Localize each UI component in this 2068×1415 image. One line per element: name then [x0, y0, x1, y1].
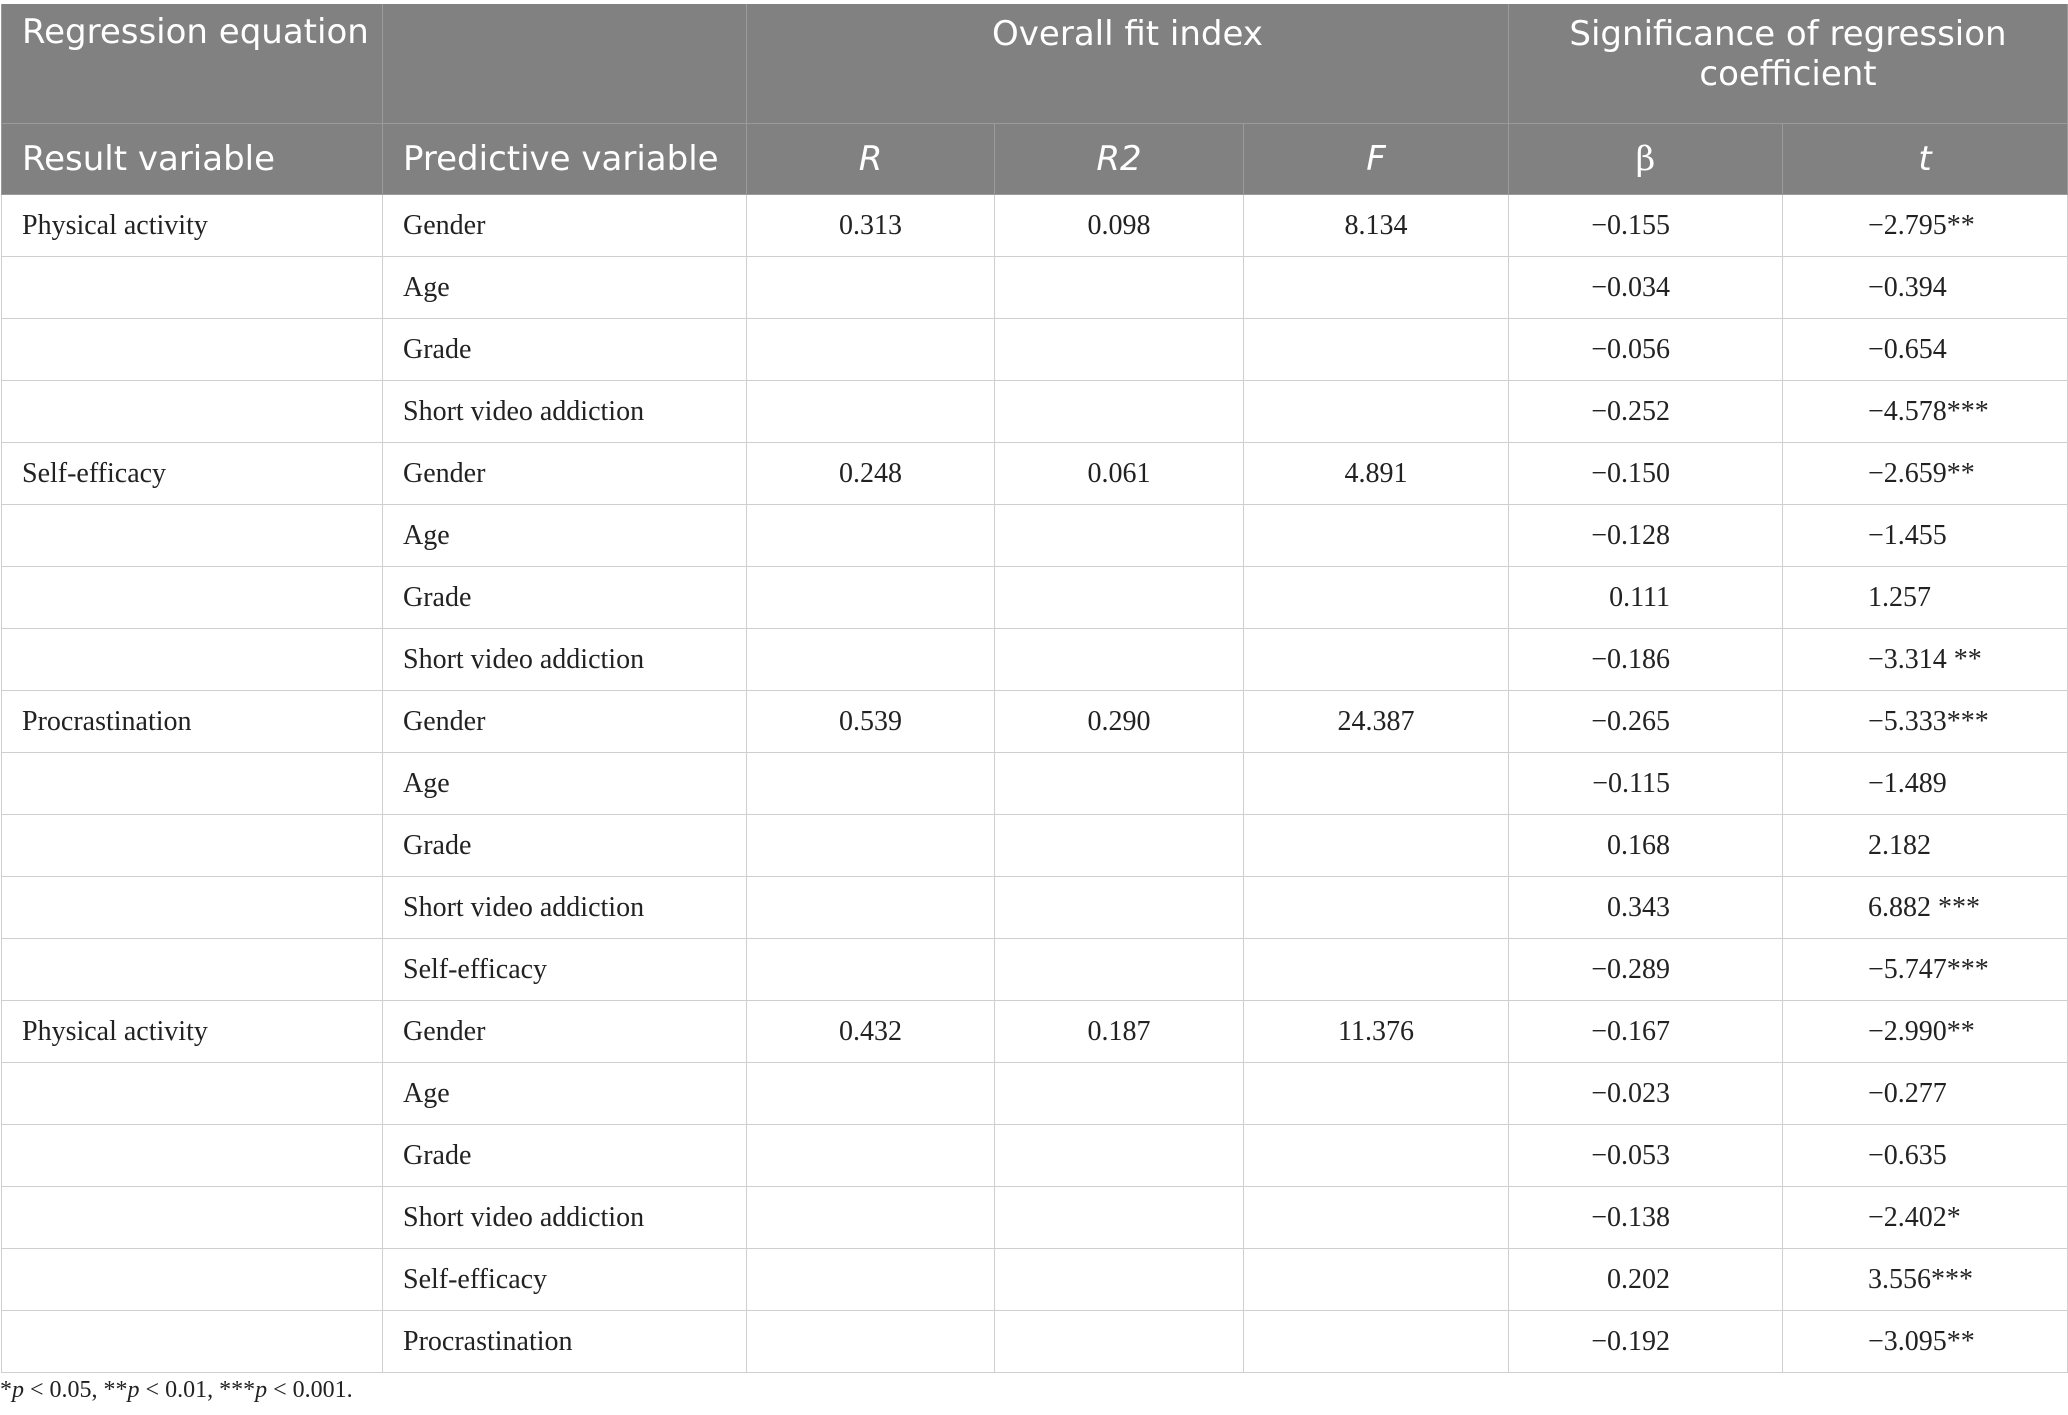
result-variable-cell [2, 877, 383, 939]
t-cell: 2.182 [1783, 815, 2068, 877]
f-cell: 8.134 [1244, 195, 1509, 257]
predictive-variable-cell: Age [383, 257, 747, 319]
beta-cell: 0.111 [1509, 567, 1783, 629]
predictive-variable-cell: Grade [383, 815, 747, 877]
predictive-variable-cell: Gender [383, 443, 747, 505]
r2-cell [995, 1311, 1244, 1373]
f-cell: 24.387 [1244, 691, 1509, 753]
f-cell [1244, 1249, 1509, 1311]
f-cell [1244, 257, 1509, 319]
result-variable-cell: Physical activity [2, 1001, 383, 1063]
f-cell [1244, 381, 1509, 443]
predictive-variable-cell: Short video addiction [383, 1187, 747, 1249]
result-variable-cell [2, 381, 383, 443]
header-regression-equation: Regression equation [2, 4, 383, 124]
r-cell [747, 939, 995, 1001]
beta-cell: −0.128 [1509, 505, 1783, 567]
header-predictive-variable: Predictive variable [383, 124, 747, 195]
beta-cell: 0.343 [1509, 877, 1783, 939]
header-t: t [1783, 124, 2068, 195]
f-cell [1244, 1125, 1509, 1187]
r-cell [747, 1187, 995, 1249]
r2-cell: 0.098 [995, 195, 1244, 257]
result-variable-cell [2, 567, 383, 629]
header-row-group [2, 4, 2068, 124]
predictive-variable-cell: Short video addiction [383, 629, 747, 691]
t-cell: −0.635 [1783, 1125, 2068, 1187]
table-row [2, 319, 2068, 381]
r-cell: 0.539 [747, 691, 995, 753]
t-cell: −1.489 [1783, 753, 2068, 815]
r-cell [747, 567, 995, 629]
table-row [2, 505, 2068, 567]
footnote-p: p [127, 1377, 140, 1403]
result-variable-cell: Physical activity [2, 195, 383, 257]
table-row [2, 1187, 2068, 1249]
r2-cell [995, 1187, 1244, 1249]
result-variable-cell [2, 1311, 383, 1373]
table-body [2, 195, 2068, 1373]
r2-cell [995, 815, 1244, 877]
footnote-star: * [0, 1377, 12, 1403]
r2-cell [995, 381, 1244, 443]
beta-cell: −0.053 [1509, 1125, 1783, 1187]
f-cell: 4.891 [1244, 443, 1509, 505]
r-cell [747, 1063, 995, 1125]
r2-cell [995, 319, 1244, 381]
regression-table [1, 4, 2068, 1373]
predictive-variable-cell: Procrastination [383, 1311, 747, 1373]
t-cell: −5.333*** [1783, 691, 2068, 753]
table-row [2, 443, 2068, 505]
header-r2: R2 [995, 124, 1244, 195]
result-variable-cell [2, 629, 383, 691]
table-row [2, 195, 2068, 257]
beta-cell: −0.023 [1509, 1063, 1783, 1125]
header-row-columns [2, 124, 2068, 195]
f-cell [1244, 629, 1509, 691]
t-cell: −2.990** [1783, 1001, 2068, 1063]
beta-cell: −0.289 [1509, 939, 1783, 1001]
beta-cell: −0.150 [1509, 443, 1783, 505]
t-cell: −0.654 [1783, 319, 2068, 381]
result-variable-cell [2, 1063, 383, 1125]
r2-cell [995, 877, 1244, 939]
table-row [2, 257, 2068, 319]
regression-table-container [1, 4, 2067, 1373]
predictive-variable-cell: Gender [383, 1001, 747, 1063]
f-cell [1244, 877, 1509, 939]
table-row [2, 1311, 2068, 1373]
beta-cell: 0.168 [1509, 815, 1783, 877]
r-cell [747, 505, 995, 567]
predictive-variable-cell: Self-efficacy [383, 939, 747, 1001]
f-cell [1244, 939, 1509, 1001]
footnote-p: p [255, 1377, 268, 1403]
r-cell [747, 753, 995, 815]
predictive-variable-cell: Age [383, 1063, 747, 1125]
r2-cell [995, 753, 1244, 815]
table-row [2, 1063, 2068, 1125]
r2-cell: 0.290 [995, 691, 1244, 753]
r2-cell [995, 1063, 1244, 1125]
beta-cell: −0.252 [1509, 381, 1783, 443]
table-row [2, 877, 2068, 939]
result-variable-cell [2, 939, 383, 1001]
r-cell [747, 319, 995, 381]
predictive-variable-cell: Grade [383, 319, 747, 381]
beta-cell: −0.167 [1509, 1001, 1783, 1063]
r-cell: 0.432 [747, 1001, 995, 1063]
predictive-variable-cell: Gender [383, 691, 747, 753]
result-variable-cell [2, 815, 383, 877]
f-cell [1244, 1187, 1509, 1249]
predictive-variable-cell: Self-efficacy [383, 1249, 747, 1311]
table-row [2, 815, 2068, 877]
r2-cell [995, 1125, 1244, 1187]
r-cell [747, 815, 995, 877]
table-row [2, 629, 2068, 691]
r2-cell: 0.187 [995, 1001, 1244, 1063]
result-variable-cell [2, 257, 383, 319]
beta-cell: −0.186 [1509, 629, 1783, 691]
t-cell: −2.402* [1783, 1187, 2068, 1249]
beta-cell: 0.202 [1509, 1249, 1783, 1311]
result-variable-cell [2, 1249, 383, 1311]
r2-cell: 0.061 [995, 443, 1244, 505]
predictive-variable-cell: Short video addiction [383, 877, 747, 939]
r2-cell [995, 1249, 1244, 1311]
table-row [2, 1249, 2068, 1311]
t-cell: −0.394 [1783, 257, 2068, 319]
r2-cell [995, 505, 1244, 567]
r2-cell [995, 939, 1244, 1001]
table-row [2, 939, 2068, 1001]
t-cell: −1.455 [1783, 505, 2068, 567]
t-cell: 3.556*** [1783, 1249, 2068, 1311]
t-cell: 1.257 [1783, 567, 2068, 629]
result-variable-cell [2, 753, 383, 815]
beta-cell: −0.155 [1509, 195, 1783, 257]
r-cell: 0.313 [747, 195, 995, 257]
footnote-text: < 0.05, ** [24, 1377, 128, 1403]
result-variable-cell [2, 1187, 383, 1249]
table-row [2, 691, 2068, 753]
table-row [2, 1001, 2068, 1063]
r-cell [747, 381, 995, 443]
f-cell [1244, 753, 1509, 815]
f-cell [1244, 319, 1509, 381]
t-cell: −3.095** [1783, 1311, 2068, 1373]
r-cell [747, 1249, 995, 1311]
header-overall-fit-index: Overall fit index [747, 4, 1509, 124]
beta-cell: −0.265 [1509, 691, 1783, 753]
t-cell: 6.882 *** [1783, 877, 2068, 939]
predictive-variable-cell: Age [383, 753, 747, 815]
r2-cell [995, 567, 1244, 629]
f-cell: 11.376 [1244, 1001, 1509, 1063]
f-cell [1244, 505, 1509, 567]
t-cell: −2.795** [1783, 195, 2068, 257]
r-cell [747, 257, 995, 319]
t-cell: −2.659** [1783, 443, 2068, 505]
table-row [2, 567, 2068, 629]
r-cell: 0.248 [747, 443, 995, 505]
result-variable-cell: Procrastination [2, 691, 383, 753]
t-cell: −4.578*** [1783, 381, 2068, 443]
predictive-variable-cell: Grade [383, 1125, 747, 1187]
beta-cell: −0.138 [1509, 1187, 1783, 1249]
footnote-text: < 0.001. [267, 1377, 353, 1403]
footnote-text: < 0.01, *** [139, 1377, 256, 1403]
r-cell [747, 1311, 995, 1373]
r-cell [747, 1125, 995, 1187]
result-variable-cell: Self-efficacy [2, 443, 383, 505]
table-row [2, 1125, 2068, 1187]
footnote-p: p [12, 1377, 24, 1403]
header-r: R [747, 124, 995, 195]
f-cell [1244, 567, 1509, 629]
result-variable-cell [2, 319, 383, 381]
predictive-variable-cell: Short video addiction [383, 381, 747, 443]
header-significance: Significance of regression coefficient [1509, 4, 2068, 124]
result-variable-cell [2, 505, 383, 567]
t-cell: −0.277 [1783, 1063, 2068, 1125]
predictive-variable-cell: Age [383, 505, 747, 567]
r-cell [747, 877, 995, 939]
r2-cell [995, 257, 1244, 319]
predictive-variable-cell: Gender [383, 195, 747, 257]
r-cell [747, 629, 995, 691]
t-cell: −3.314 ** [1783, 629, 2068, 691]
beta-cell: −0.056 [1509, 319, 1783, 381]
table-row [2, 381, 2068, 443]
f-cell [1244, 815, 1509, 877]
beta-cell: −0.192 [1509, 1311, 1783, 1373]
header-f: F [1244, 124, 1509, 195]
significance-footnote [0, 1377, 353, 1404]
beta-cell: −0.115 [1509, 753, 1783, 815]
header-result-variable: Result variable [2, 124, 383, 195]
header-beta: β [1509, 124, 1783, 195]
predictive-variable-cell: Grade [383, 567, 747, 629]
beta-cell: −0.034 [1509, 257, 1783, 319]
result-variable-cell [2, 1125, 383, 1187]
r2-cell [995, 629, 1244, 691]
f-cell [1244, 1311, 1509, 1373]
header-empty-cell [383, 4, 747, 124]
t-cell: −5.747*** [1783, 939, 2068, 1001]
f-cell [1244, 1063, 1509, 1125]
table-row [2, 753, 2068, 815]
